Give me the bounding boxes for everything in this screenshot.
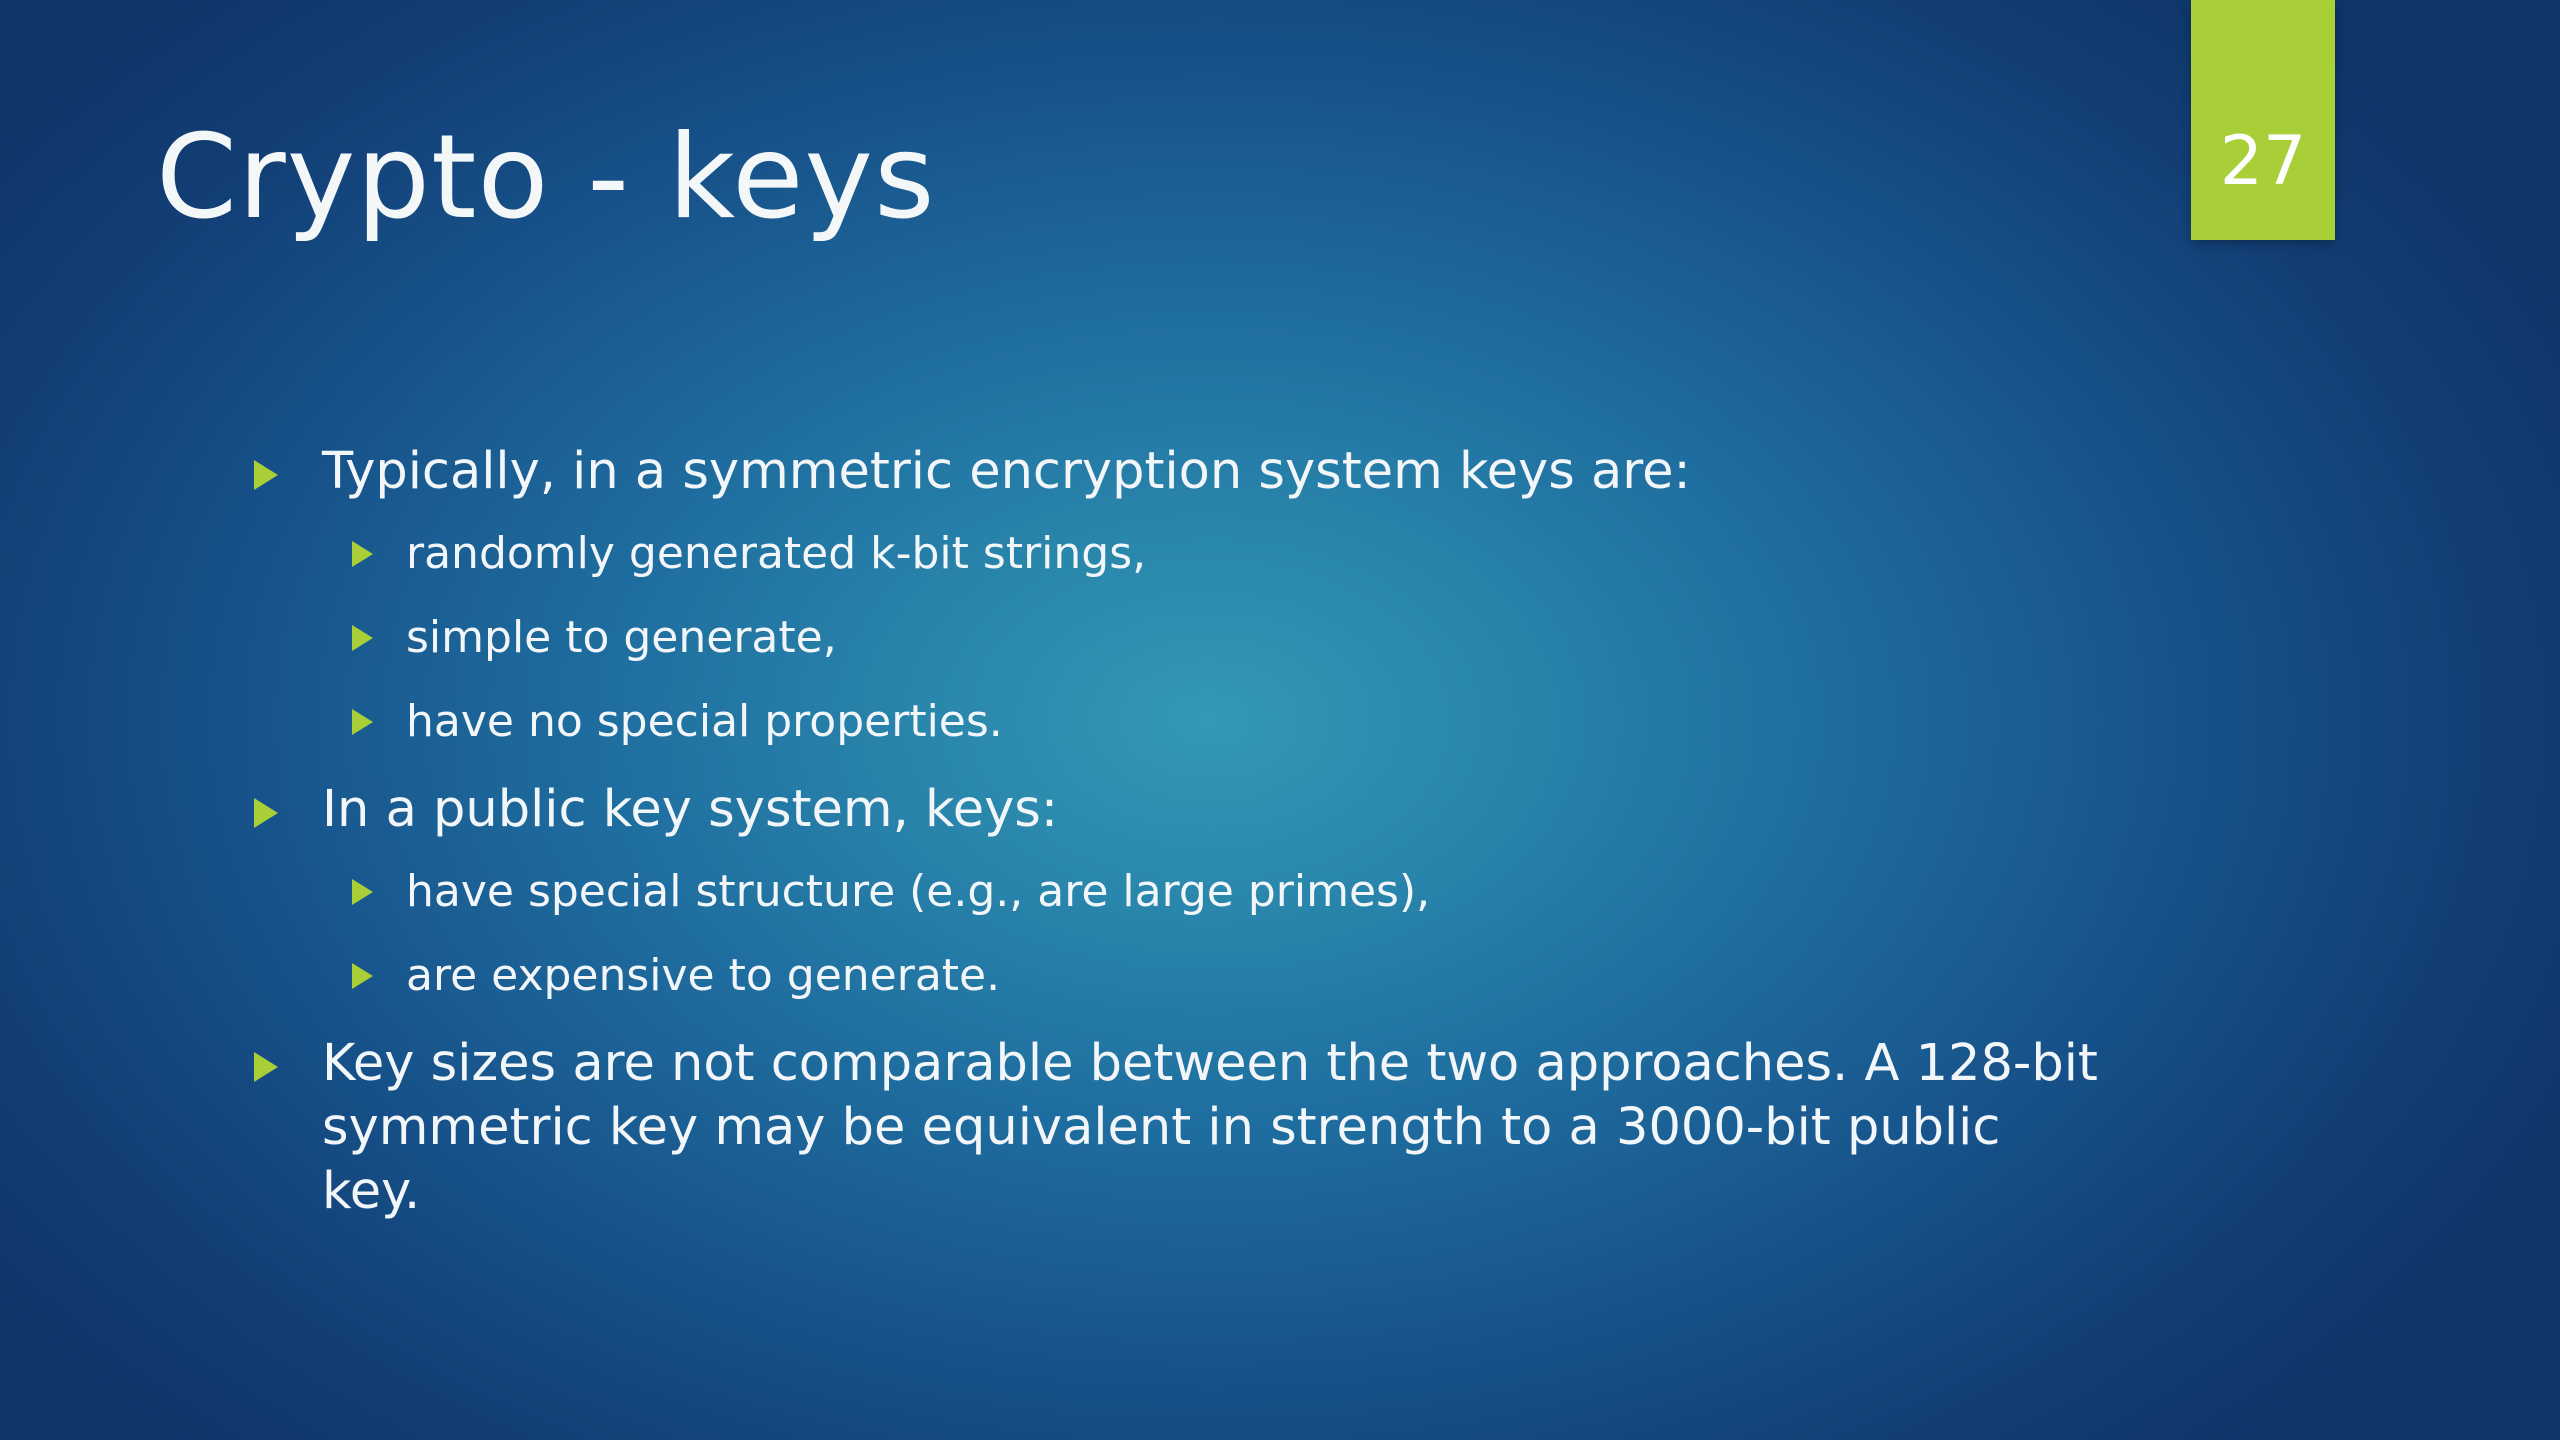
slide-number: 27 <box>2219 122 2307 201</box>
bullet-arrow-icon <box>352 625 373 651</box>
sub-bullet-text: have special structure (e.g., are large primes), <box>406 866 1431 917</box>
bullet-arrow-icon <box>254 1052 278 1082</box>
sub-bullet-item <box>250 694 2100 750</box>
bullet-arrow-icon <box>254 460 278 490</box>
bullet-text: In a public key system, keys: <box>322 780 1059 839</box>
bullet-arrow-icon <box>352 541 373 567</box>
bullet-item <box>250 1032 2100 1224</box>
bullet-list <box>250 440 2100 1246</box>
sub-bullet-item <box>250 526 2100 582</box>
sub-bullet-item <box>250 864 2100 920</box>
bullet-item <box>250 440 2100 504</box>
bullet-item <box>250 778 2100 842</box>
sub-bullet-text: simple to generate, <box>406 612 837 663</box>
sub-bullet-text: are expensive to generate. <box>406 950 1001 1001</box>
bullet-arrow-icon <box>352 963 373 989</box>
sub-bullet-item <box>250 948 2100 1004</box>
bullet-arrow-icon <box>352 709 373 735</box>
bullet-arrow-icon <box>254 798 278 828</box>
sub-bullet-item <box>250 610 2100 666</box>
bullet-text: Typically, in a symmetric encryption system keys are: <box>322 442 1691 501</box>
bullet-text: Key sizes are not comparable between the two approaches. A 128-bit symmetric key may be equivalent in strength to a 3000-bit public key. <box>322 1034 2098 1221</box>
bullet-arrow-icon <box>352 879 373 905</box>
slide-title: Crypto - keys <box>156 110 936 245</box>
slide-number-tab <box>2191 0 2335 240</box>
sub-bullet-text: randomly generated k-bit strings, <box>406 528 1147 579</box>
sub-bullet-text: have no special properties. <box>406 696 1003 747</box>
